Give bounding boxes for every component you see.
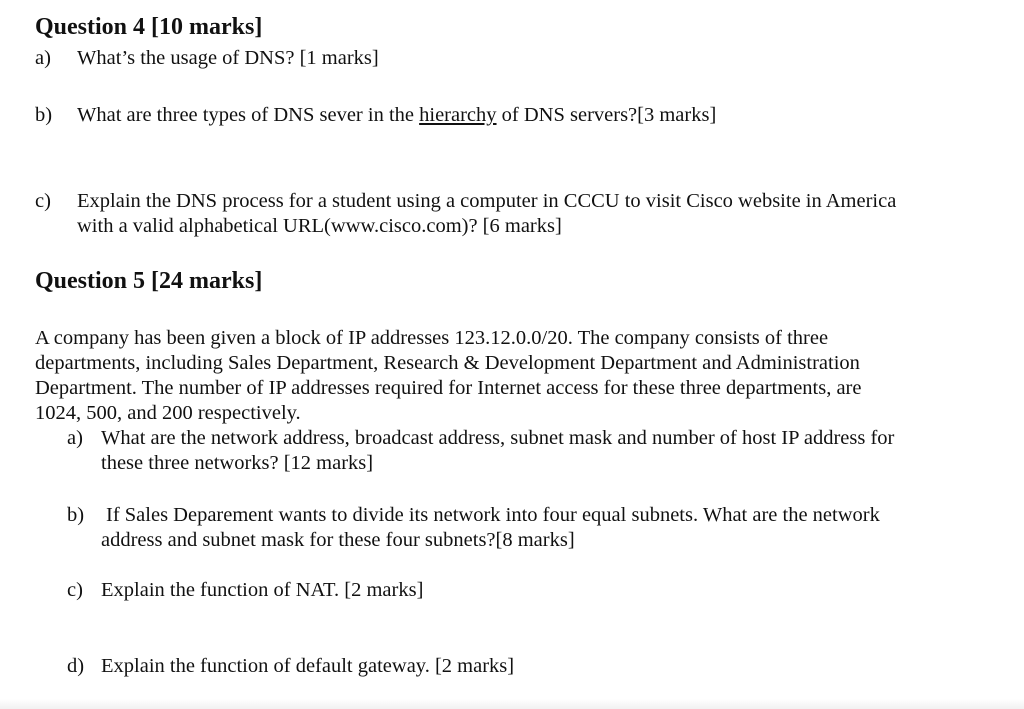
q4-b-marker: b) xyxy=(35,104,53,126)
q4-a-marker: a) xyxy=(35,47,51,69)
q5-intro-line-3: Department. The number of IP addresses required for Internet access for these three departments, are xyxy=(35,377,862,399)
q5-d-marker: d) xyxy=(67,655,85,677)
q5-a-line-2: these three networks? [12 marks] xyxy=(101,452,374,474)
q4-a-text: What’s the usage of DNS? [1 marks] xyxy=(77,47,379,69)
question-5-heading: Question 5 [24 marks] xyxy=(35,268,263,294)
q5-b-line-2: address and subnet mask for these four subnets?[8 marks] xyxy=(101,529,575,551)
q4-c-marker: c) xyxy=(35,190,51,212)
q4-b-text-after: of DNS servers?[3 marks] xyxy=(496,104,717,126)
q5-b-line-1: If Sales Deparement wants to divide its network into four equal subnets. What are the network xyxy=(106,504,880,526)
q4-b-underlined-word: hierarchy xyxy=(419,104,497,126)
q4-c-line-2: with a valid alphabetical URL(www.cisco.com)? [6 marks] xyxy=(77,215,562,237)
question-4-heading: Question 4 [10 marks] xyxy=(35,14,263,40)
q4-c-line-1: Explain the DNS process for a student using a computer in CCCU to visit Cisco website in America xyxy=(77,190,897,212)
page-bottom-fade xyxy=(0,699,1024,709)
q4-b-text xyxy=(77,103,716,128)
q5-a-marker: a) xyxy=(67,427,83,449)
q5-a-line-1: What are the network address, broadcast address, subnet mask and number of host IP address for xyxy=(101,427,895,449)
q5-c-marker: c) xyxy=(67,579,83,601)
q4-b-text-before: What are three types of DNS sever in the xyxy=(77,104,420,126)
q5-b-marker: b) xyxy=(67,504,85,526)
q5-intro-line-1: A company has been given a block of IP addresses 123.12.0.0/20. The company consists of three xyxy=(35,327,829,349)
q5-intro-line-2: departments, including Sales Department, Research & Development Department and Administration xyxy=(35,352,860,374)
q5-intro-line-4: 1024, 500, and 200 respectively. xyxy=(35,402,301,424)
q5-d-text: Explain the function of default gateway. [2 marks] xyxy=(101,655,515,677)
q5-c-text: Explain the function of NAT. [2 marks] xyxy=(101,579,424,601)
